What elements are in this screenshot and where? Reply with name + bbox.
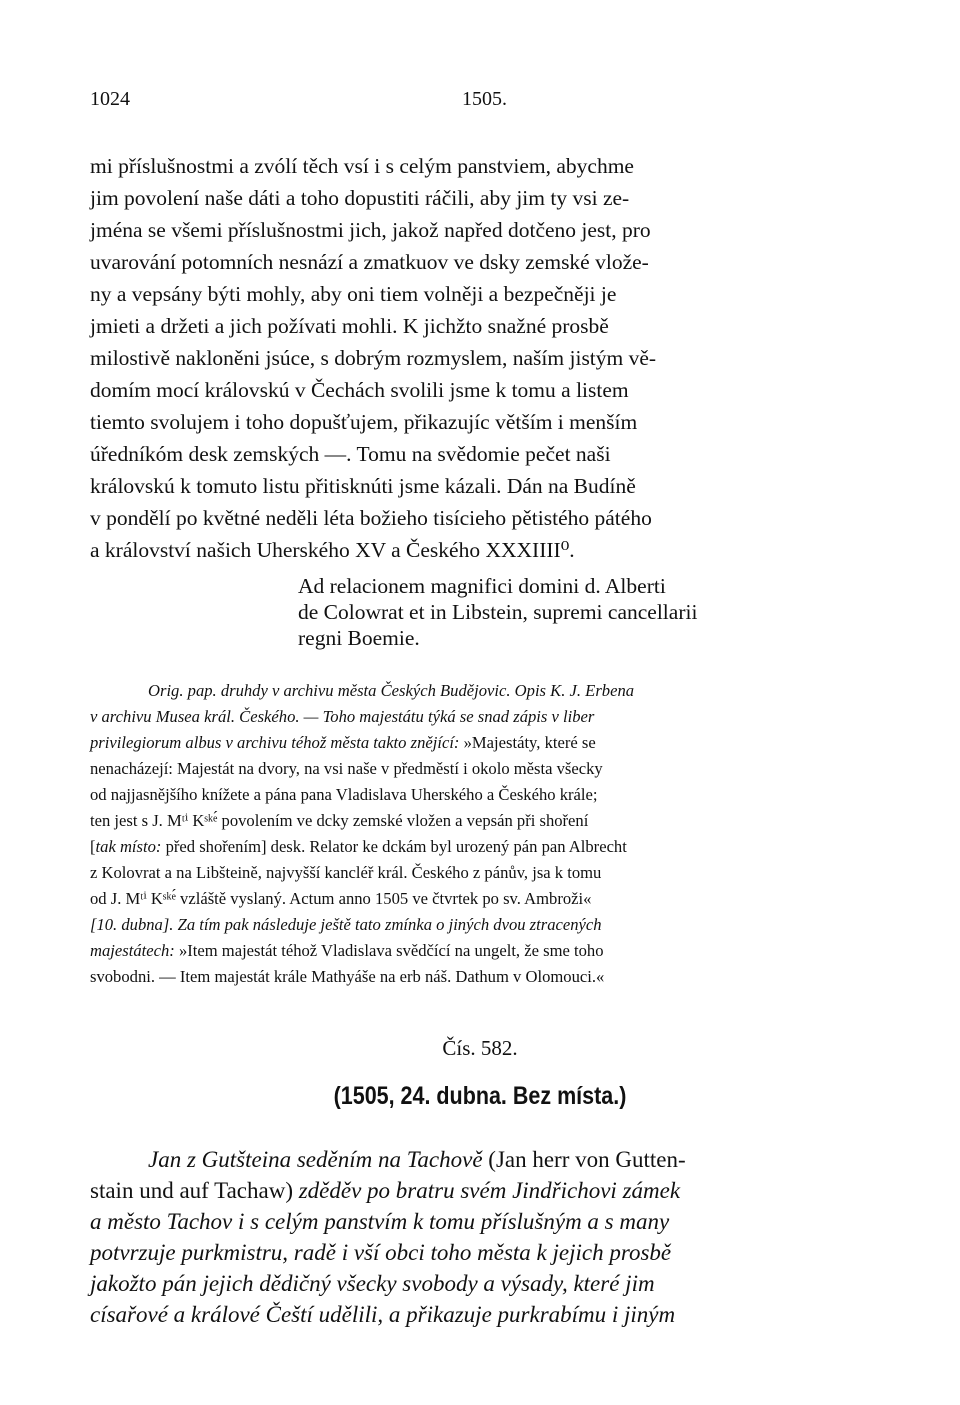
note-line: [10. dubna]. Za tím pak následuje ještě tato zmínka o jiných dvou ztracených bbox=[90, 915, 602, 934]
note-line: svobodni. — Item majestát krále Mathyáše na erb náš. Dathum v Olomouci.« bbox=[90, 967, 605, 986]
regest-segment: Jan z Gutšteina seděním na Tachově bbox=[148, 1147, 483, 1172]
note-line: ten jest s J. Mᵗⁱ Kˢᵏᵉ́ povolením ve dcky zemské vložen a vepsán při shoření bbox=[90, 811, 589, 830]
note-line: nenacházejí: Majestát na dvory, na vsi naše v předměstí i okolo města všecky bbox=[90, 759, 603, 778]
relator-line: regni Boemie. bbox=[298, 626, 420, 650]
text-line: a království našich Uherského XV a Českého XXXIIII⁰. bbox=[90, 538, 575, 562]
regest-line: jakožto pán jejich dědičný všecky svobody a výsady, které jim bbox=[90, 1271, 655, 1296]
note-line bbox=[90, 730, 596, 756]
note-line bbox=[90, 834, 627, 860]
text-line: tiemto svolujem i toho dopušťujem, přikazujíc větším i menším bbox=[90, 410, 638, 434]
text-line: ny a vepsány býti mohly, aby oni tiem volněji a bezpečněji je bbox=[90, 282, 617, 306]
text-line: jmieti a držeti a jich požívati mohli. K jichžto snažné prosbě bbox=[90, 314, 609, 338]
relator-line: Ad relacionem magnifici domini d. Alberti bbox=[298, 574, 666, 598]
note-line: v archivu Musea král. Českého. — Toho majestátu týká se snad zápis v liber bbox=[90, 707, 595, 726]
note-segment: »Majestáty, které se bbox=[459, 733, 596, 752]
regest-line: a město Tachov i s celým panstvím k tomu příslušným a s many bbox=[90, 1209, 670, 1234]
document-heading: (1505, 24. dubna. Bez místa.) bbox=[333, 1082, 627, 1110]
note-segment: majestátech: bbox=[90, 941, 175, 960]
note-line bbox=[90, 938, 604, 964]
text-line: jim povolení naše dáti a toho dopustiti ráčili, aby jim ty vsi ze- bbox=[90, 186, 630, 210]
running-year: 1505. bbox=[462, 88, 507, 110]
regest-segment: (Jan herr von Gutten- bbox=[482, 1147, 686, 1172]
note-segment: [ bbox=[90, 837, 96, 856]
regest-line bbox=[148, 1144, 686, 1176]
regest-segment: zděděv po bratru svém Jindřichovi zámek bbox=[292, 1178, 681, 1203]
relator-line: de Colowrat et in Libstein, supremi cancellarii bbox=[298, 600, 698, 624]
text-line: milostivě nakloněni jsúce, s dobrým rozmyslem, naším jistým vě- bbox=[90, 346, 657, 370]
text-line: uvarování potomních nesnází a zmatkuov ve dsky zemské vlože- bbox=[90, 250, 649, 274]
text-line: úředníkóm desk zemských —. Tomu na svědomie pečet naši bbox=[90, 442, 611, 466]
note-segment: před shořením] desk. Relator ke dckám byl urozený pán pan Albrecht bbox=[161, 837, 627, 856]
note-line: Orig. pap. druhdy v archivu města Českých Budějovic. Opis K. J. Erbena bbox=[148, 681, 635, 700]
regest-line: potvrzuje purkmistru, radě i vší obci toho města k jejich prosbě bbox=[90, 1240, 672, 1265]
page-header bbox=[90, 88, 870, 118]
regest-line: císařové a králové Čeští udělili, a přikazuje purkrabímu i jiným bbox=[90, 1302, 676, 1327]
document-number: Čís. 582. bbox=[442, 1036, 518, 1060]
text-line: domím mocí královskú v Čechách svolili jsme k tomu a listem bbox=[90, 378, 629, 402]
note-segment: tak místo: bbox=[95, 837, 162, 856]
text-line: jména se všemi příslušnostmi jich, jakož napřed dotčeno jest, pro bbox=[90, 218, 651, 242]
note-segment: »Item majestát téhož Vladislava svědčící na ungelt, že sme toho bbox=[174, 941, 604, 960]
text-line: královskú k tomuto listu přitisknúti jsme kázali. Dán na Budíně bbox=[90, 474, 636, 498]
page-number: 1024 bbox=[90, 88, 130, 110]
note-line: od najjasnějšího knížete a pána pana Vladislava Uherského a Českého krále; bbox=[90, 785, 598, 804]
note-line: od J. Mᵗⁱ Kˢᵏᵉ́ vzláště vyslaný. Actum anno 1505 ve čtvrtek po sv. Ambroži« bbox=[90, 889, 592, 908]
regest-line bbox=[90, 1175, 680, 1207]
regest-segment: stain und auf Tachaw) bbox=[90, 1178, 293, 1203]
text-line: v pondělí po květné neděli léta božieho tisícieho pětistého pátého bbox=[90, 506, 652, 530]
text-line: mi příslušnostmi a zvólí těch vsí i s celým panstviem, abychme bbox=[90, 154, 634, 178]
note-segment: privilegiorum albus v archivu téhož města takto znějící: bbox=[90, 733, 460, 752]
note-line: z Kolovrat a na Libšteině, najvyšší kancléř král. Českého z pánův, jsa k tomu bbox=[90, 863, 602, 882]
